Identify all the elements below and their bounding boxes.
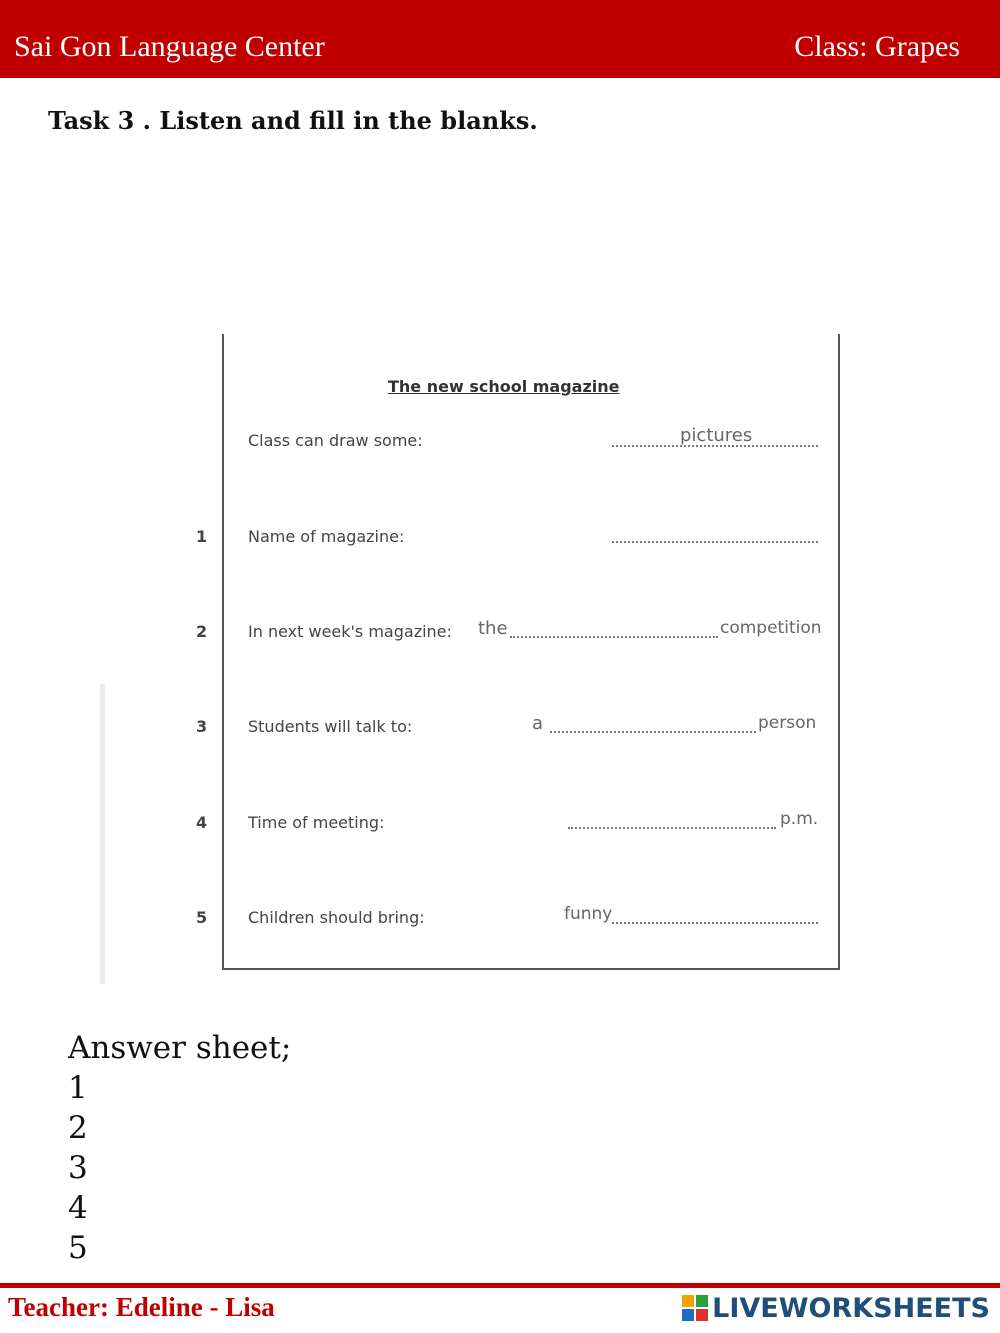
example-answer: pictures [680,425,753,446]
answer-line-1[interactable]: 1 [68,1070,88,1106]
worksheet-item-1 [100,527,900,557]
answer-blank [612,922,818,924]
answer-line-4[interactable]: 4 [68,1190,88,1226]
answer-blank [612,541,818,543]
item-number: 2 [196,622,208,641]
answer-sheet [68,1028,291,1268]
item-label: In next week's magazine: [248,622,452,641]
answer-line-3[interactable]: 3 [68,1150,88,1186]
worksheet-item-5 [100,904,900,938]
class-label: Class: Grapes [794,30,960,63]
item-suffix: competition [720,618,822,638]
teacher-name: Teacher: Edeline - Lisa [8,1292,275,1322]
header-bar [0,0,1000,78]
answer-blank [510,636,718,638]
answer-blank [550,731,756,733]
item-number: 3 [196,717,208,736]
item-label: Children should bring: [248,908,425,927]
answer-line-2[interactable]: 2 [68,1110,88,1146]
item-prefix: the [478,618,508,639]
school-name: Sai Gon Language Center [14,30,325,63]
brand-name: LIVEWORKSHEETS [712,1292,990,1324]
item-prefix: a [532,713,544,734]
answer-sheet-title: Answer sheet; [68,1030,292,1066]
item-label: Time of meeting: [248,813,385,832]
worksheet-title: The new school magazine [388,377,620,396]
item-suffix: p.m. [780,809,819,829]
example-label: Class can draw some: [248,431,423,450]
footer-divider [0,1283,1000,1288]
worksheet-item-3 [100,713,900,747]
liveworksheets-logo [682,1292,990,1324]
item-label: Students will talk to: [248,717,413,736]
item-number: 5 [196,908,208,927]
answer-blank [568,827,776,829]
answer-line-5[interactable]: 5 [68,1230,88,1266]
worksheet-item-4 [100,809,900,843]
item-number: 1 [196,527,208,546]
worksheet-example-row [100,425,900,461]
item-prefix: funny [564,904,613,924]
liveworksheets-icon [682,1295,708,1321]
item-number: 4 [196,813,208,832]
worksheet-item-2 [100,618,900,652]
worksheet-scan [100,334,900,1000]
item-suffix: person [758,713,817,733]
task-title: Task 3 . Listen and fill in the blanks. [48,106,538,135]
item-label: Name of magazine: [248,527,405,546]
